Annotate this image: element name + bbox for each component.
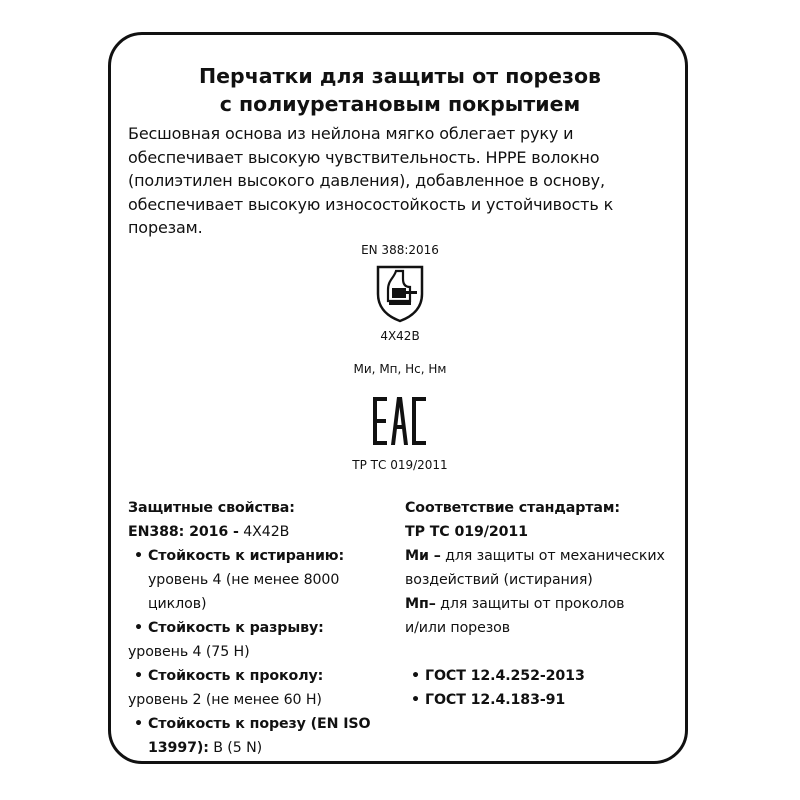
abrasion-value-cont: циклов) — [148, 596, 207, 612]
conformity-heading: Соответствие стандартам: — [405, 500, 620, 516]
mp-label: Мп– — [405, 596, 436, 612]
description-line: обеспечивает высокую чувствительность. HPPE волокно — [128, 147, 600, 167]
protective-glove-icon — [372, 264, 428, 324]
en388-rating — [128, 520, 388, 544]
conformity-regulation: ТР ТС 019/2011 — [405, 524, 528, 540]
mp-text-cont: и/или порезов — [405, 620, 510, 636]
mp-marking — [405, 592, 680, 616]
page-title — [0, 62, 800, 118]
puncture-value: уровень 2 (не менее 60 Н) — [128, 692, 322, 708]
markings-text: Ми, Мп, Нс, Нм — [353, 362, 447, 376]
cut-label: • Стойкость к порезу (EN ISO — [128, 712, 388, 736]
cut-value — [128, 736, 388, 760]
tear-value: уровень 4 (75 Н) — [128, 644, 250, 660]
title-line-2: с полиуретановым покрытием — [219, 92, 581, 116]
en388-value: 4X42B — [243, 524, 290, 540]
standard-label: EN 388:2016 — [361, 243, 439, 257]
gost-item: • ГОСТ 12.4.252-2013 — [405, 664, 680, 688]
protective-properties — [128, 496, 388, 760]
mi-text: для защиты от механических — [445, 548, 665, 564]
gost-item: • ГОСТ 12.4.183-91 — [405, 688, 680, 712]
product-description — [128, 122, 668, 240]
regulation-label: ТР ТС 019/2011 — [352, 458, 448, 472]
description-line: порезам. — [128, 218, 203, 237]
description-line: Бесшовная основа из нейлона мягко облегает руку и — [128, 124, 574, 143]
standards-conformity — [405, 496, 680, 712]
puncture-label: • Стойкость к проколу: — [128, 664, 388, 688]
title-line-1: Перчатки для защиты от порезов — [198, 64, 602, 88]
mi-text-cont: воздействий (истирания) — [405, 572, 593, 588]
eac-logo — [370, 395, 430, 447]
tear-label: • Стойкость к разрыву: — [128, 616, 388, 640]
description-line: (полиэтилен высокого давления), добавленное в основу, — [128, 171, 605, 190]
cut-value-text: В (5 N) — [213, 740, 263, 756]
standard-code: 4X42B — [380, 329, 420, 343]
mi-label: Ми – — [405, 548, 441, 564]
description-line: обеспечивает высокую износостойкость и устойчивость к — [128, 194, 614, 214]
abrasion-label: • Стойкость к истиранию: — [128, 544, 388, 568]
mi-marking — [405, 544, 680, 568]
protective-heading: Защитные свойства: — [128, 500, 295, 516]
en388-label: EN388: 2016 - — [128, 524, 239, 540]
cut-label-cont: 13997): — [148, 740, 209, 756]
abrasion-value: уровень 4 (не менее 8000 — [148, 572, 340, 588]
mp-text: для защиты от проколов — [440, 596, 625, 612]
